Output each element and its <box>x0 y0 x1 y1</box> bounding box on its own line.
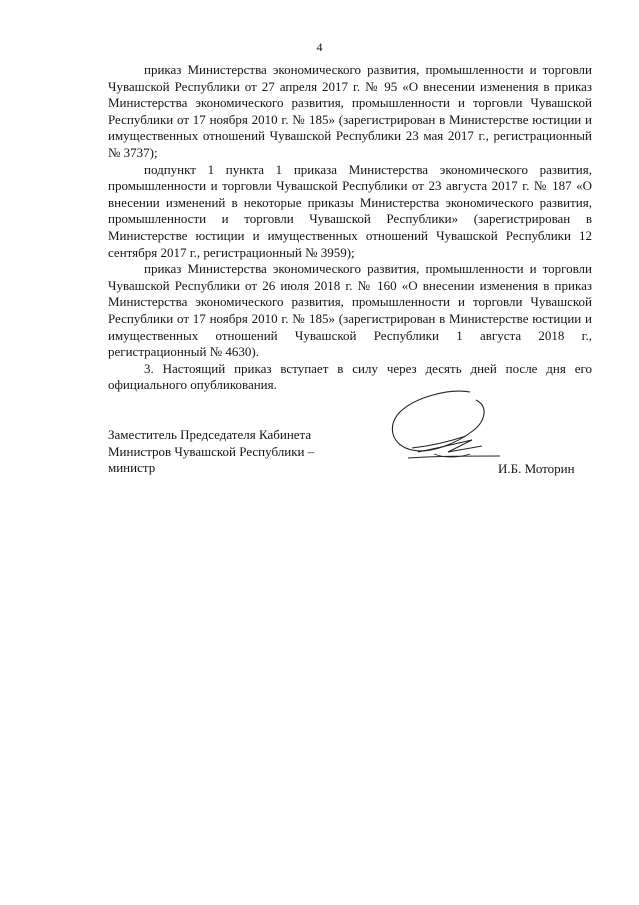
signatory-position <box>108 427 348 477</box>
signatory-position-line: министр <box>108 460 156 476</box>
signatory-position-line: Заместитель Председателя Кабинета <box>108 427 312 442</box>
paragraph-effective-date: 3. Настоящий приказ вступает в силу через десять дней после дня его официального опубликования. <box>108 360 592 393</box>
paragraph-order-187: подпункт 1 пункта 1 приказа Министерства экономического развития, промышленности и торговли Чувашской Республики от 23 августа 2017 г. № 187 «О внесении изменений в некоторые приказы Министерства экономического развития, промышленности и торговли Чувашской Республики» (зарегистрирован в Министерстве юстиции и имущественных отношений Чувашской Республики 12 сентября 2017 г., регистрационный № 3959); <box>108 161 592 260</box>
handwritten-signature <box>378 386 508 466</box>
signatory-name: И.Б. Моторин <box>498 461 575 476</box>
body-text <box>108 62 592 394</box>
signatory-position-line: Министров Чувашской Республики – <box>108 443 315 459</box>
paragraph-order-95: приказ Министерства экономического развития, промышленности и торговли Чувашской Республики от 27 апреля 2017 г. № 95 «О внесении изменения в приказ Министерства экономического развития, промышленности и торговли Чувашской Республики от 17 ноября 2010 г. № 185» (зарегистрирован в Министерстве юстиции и имущественных отношений Чувашской Республики 23 мая 2017 г., регистрационный № 3737); <box>108 62 592 160</box>
paragraph-order-160: приказ Министерства экономического развития, промышленности и торговли Чувашской Республики от 26 июля 2018 г. № 160 «О внесении изменения в приказ Министерства экономического развития, промышленности и торговли Чувашской Республики от 17 ноября 2010 г. № 185» (зарегистрирован в Министерстве юстиции и имущественных отношений Чувашской Республики 1 августа 2018 г., регистрационный № 4630). <box>108 261 592 360</box>
page-number: 4 <box>316 40 323 54</box>
